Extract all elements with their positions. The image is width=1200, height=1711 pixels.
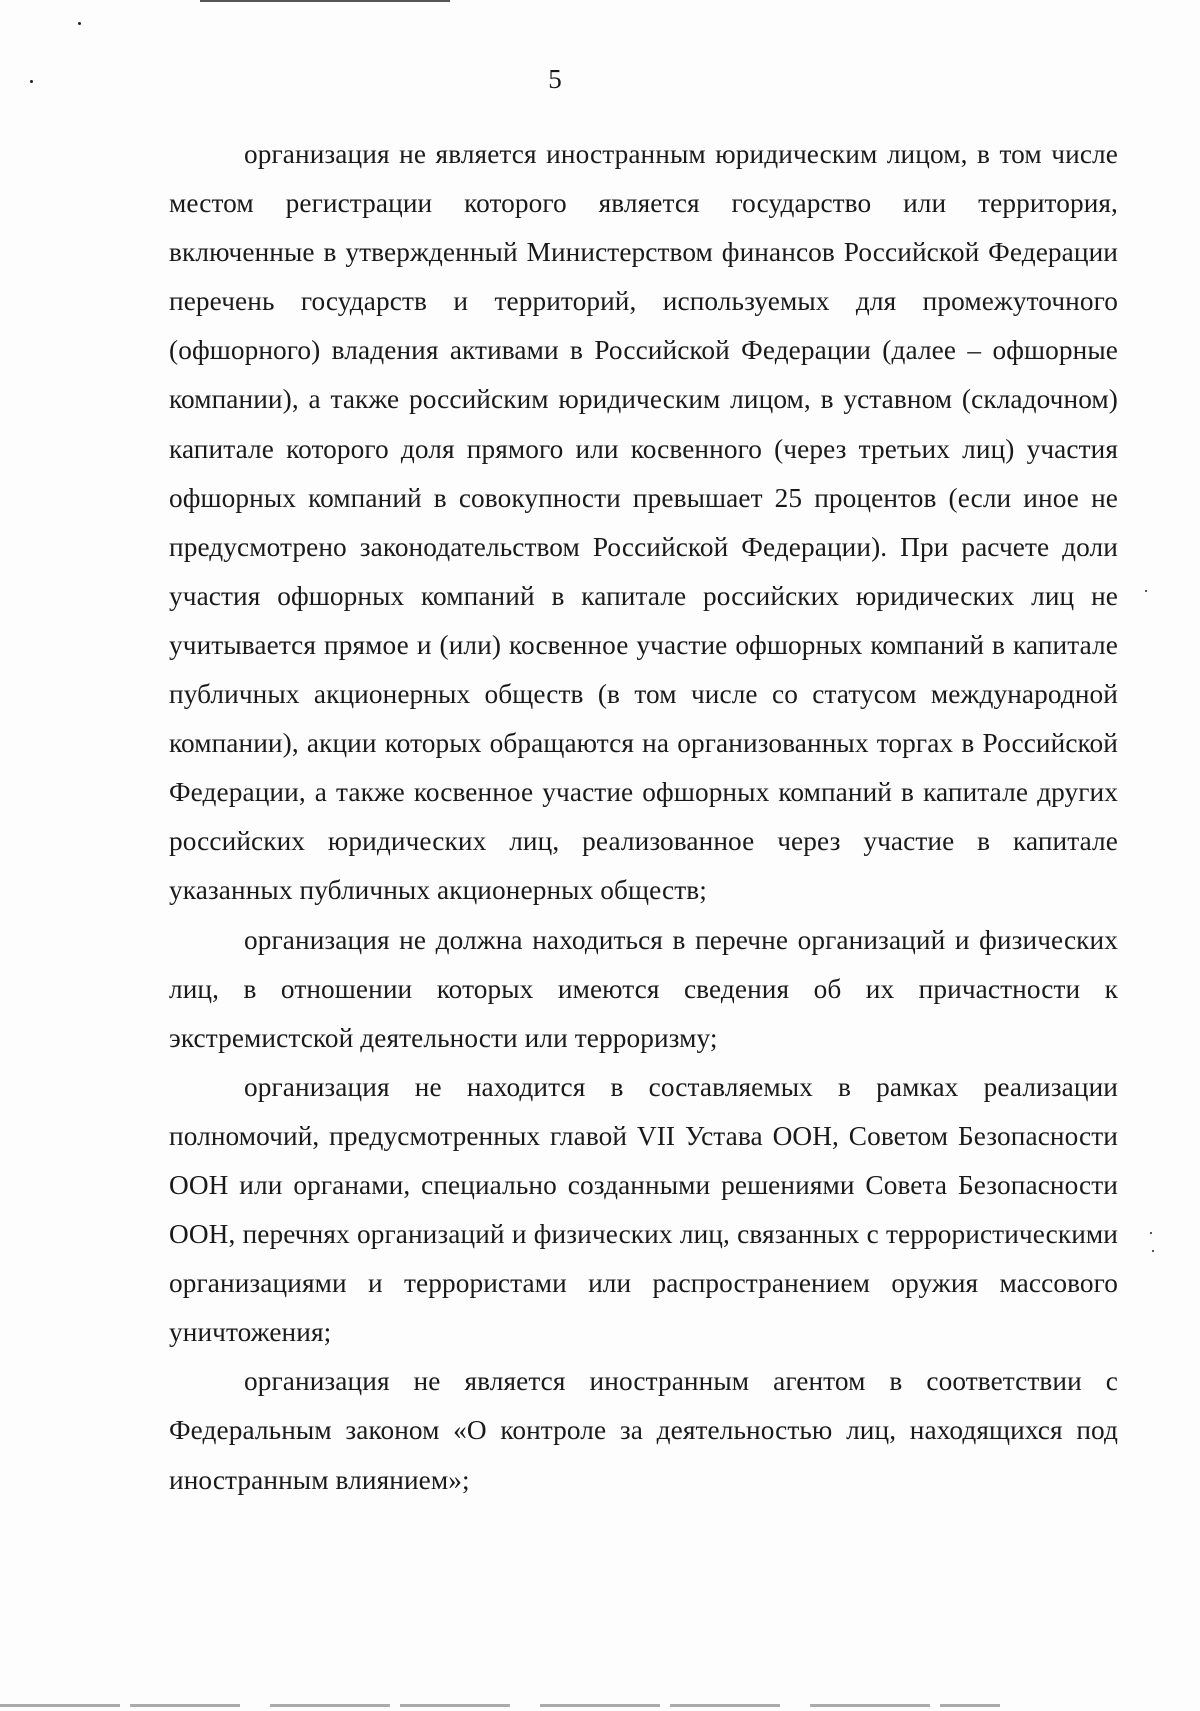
page-number: 5 (548, 64, 562, 94)
scan-bottom-rule (0, 1704, 1000, 1707)
paragraph-un-sanctions: организация не находится в составляемых в рамках реализации полномочий, предусмотренных главой VII Устава ООН, Советом Безопасности ООН или органами, специально созданными решениями Совета Безопасности ООН, перечнях организаций и физических лиц, связанных с террористическими организациями и террористами или распространением оружия массового уничтожения; (169, 1071, 1118, 1348)
scan-speck (78, 22, 81, 25)
scan-speck (1152, 1250, 1154, 1252)
scan-speck (1150, 1232, 1152, 1234)
paragraph-extremism: организация не должна находиться в перечне организаций и физических лиц, в отношении которых имеются сведения об их причастности к экстремистской деятельности или терроризму; (169, 924, 1118, 1053)
scan-top-rule (200, 0, 450, 2)
document-body (169, 130, 1118, 1505)
scan-speck (1145, 590, 1147, 592)
paragraph-foreign-agent: организация не является иностранным агентом в соответствии с Федеральным законом «О контроле за деятельностью лиц, находящихся под иностранным влиянием»; (169, 1366, 1118, 1495)
paragraph-offshore: организация не является иностранным юридическим лицом, в том числе местом регистрации которого является государство или территория, включенные в утвержденный Министерством финансов Российской Федерации перечень государств и территорий, используемых для промежуточного (офшорного) владения активами в Российской Федерации (далее – офшорные компании), а также российским юридическим лицом, в уставном (складочном) капитале которого доля прямого или косвенного (через третьих лиц) участия офшорных компаний в совокупности превышает 25 процентов (если иное не предусмотрено законодательством Российской Федерации). При расчете доли участия офшорных компаний в капитале российских юридических лиц не учитывается прямое и (или) косвенное участие офшорных компаний в капитале публичных акционерных обществ (в том числе со статусом международной компании), акции которых обращаются на организованных торгах в Российской Федерации, а также косвенное участие офшорных компаний в капитале других российских юридических лиц, реализованное через участие в капитале указанных публичных акционерных обществ; (169, 139, 1118, 906)
